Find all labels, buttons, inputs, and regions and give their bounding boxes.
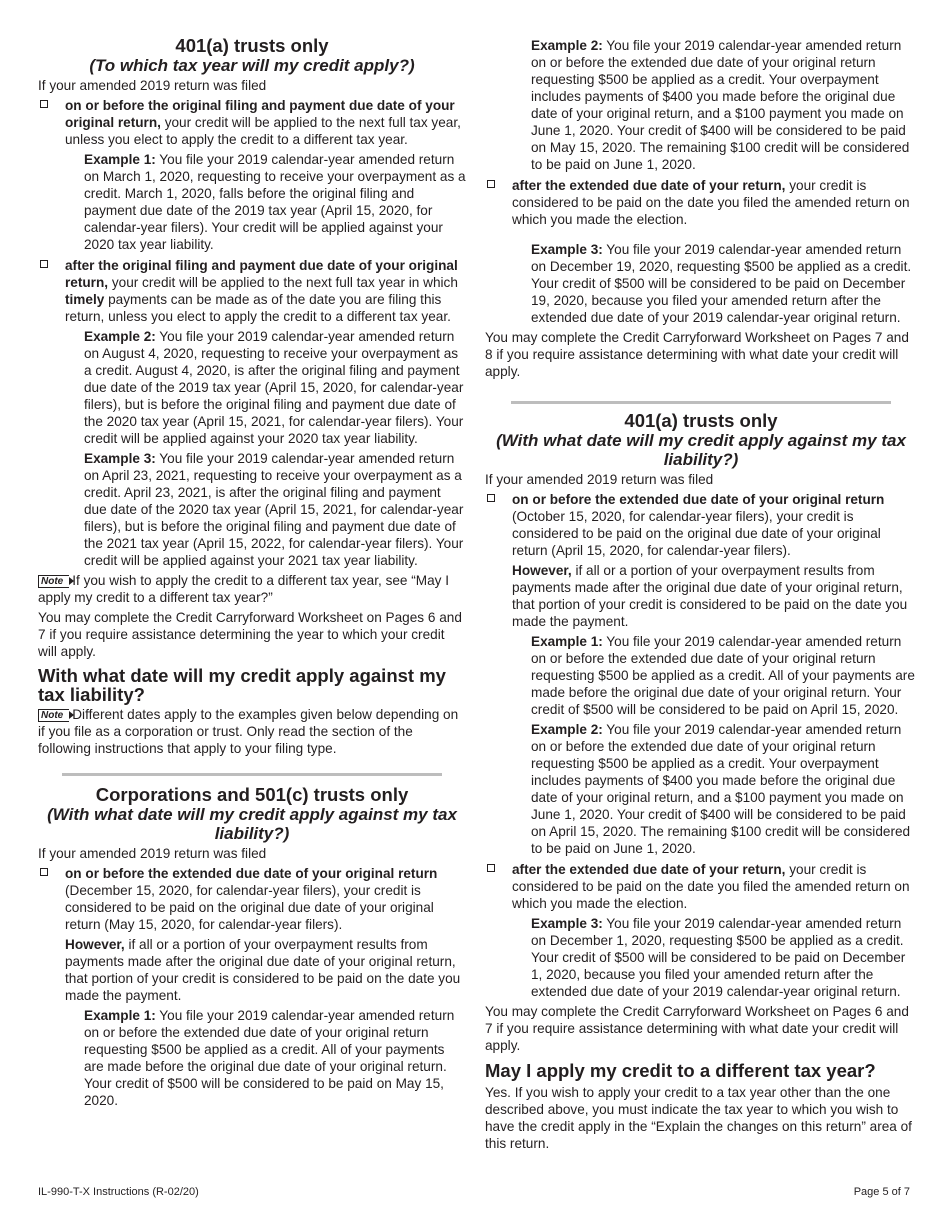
left-column bbox=[38, 0, 466, 1109]
example-text: You file your 2019 calendar-year amended return on December 19, 2020, requesting $500 be applied as a credit. Your credit of $500 will be considered to be paid on December 19, 2020, because you filed your amended return after the extended due date of your 2019 calendar-year original return. bbox=[531, 242, 912, 325]
checkbox-bullet-icon bbox=[487, 864, 495, 872]
footer-form-id: IL-990-T-X Instructions (R-02/20) bbox=[38, 1186, 199, 1198]
example-text: You file your 2019 calendar-year amended return on or before the extended due date of your original return requesting $500 be applied as a credit. All of your payments are made before the original due date of your original return. Your credit of $500 will be considered to be paid on April 15, 2020. bbox=[531, 634, 915, 717]
corp-example-3 bbox=[531, 241, 917, 326]
section-subtitle-corporations: (With what date will my credit apply against my tax liability?) bbox=[47, 805, 457, 843]
section-subtitle-401a-date: (With what date will my credit apply against my tax liability?) bbox=[496, 431, 906, 469]
example-label: Example 1: bbox=[531, 634, 603, 649]
however-paragraph bbox=[65, 936, 466, 1004]
however-label: However, bbox=[65, 937, 125, 952]
however-text: if all or a portion of your overpayment results from payments made after the original due date of your original return, that portion of your credit is considered to be paid on the date you made the payment. bbox=[512, 563, 908, 629]
example-text: You file your 2019 calendar-year amended return on or before the extended due date of your original return requesting $500 be applied as a credit. All of your payments are made before the original due date of your original return. Your credit of $500 will be considered to be paid on May 15, 2020. bbox=[84, 1008, 455, 1108]
example-1 bbox=[84, 151, 466, 253]
example-text: You file your 2019 calendar-year amended return on March 1, 2020, requesting to receive your overpayment as a credit. March 1, 2020, falls before the original filing and payment due date of the 2019 tax year (April 15, 2020, for calendar-year filers). Your credit will be applied against your 2020 tax year liability. bbox=[84, 152, 466, 252]
section-title-401a: 401(a) trusts only bbox=[175, 35, 329, 56]
intro-text: If your amended 2019 return was filed bbox=[38, 846, 267, 861]
trust-example-2 bbox=[531, 721, 917, 857]
worksheet-text: You may complete the Credit Carryforward Worksheet on Pages 6 and 7 if you require assistance determining the year to which your credit will apply. bbox=[38, 610, 462, 659]
note-icon: Note bbox=[38, 709, 69, 722]
bullet-text: (October 15, 2020, for calendar-year filers), your credit is considered to be paid on the original due date of your original return (April 15, 2020, for calendar-year filers). bbox=[512, 509, 881, 558]
checkbox-item-trust-before-extended bbox=[485, 491, 917, 559]
bullet-text: payments can be made as of the date you are filing this return, unless you elect to apply the credit to a different tax year. bbox=[65, 292, 451, 324]
bullet-heading: on or before the extended due date of your original return bbox=[65, 866, 438, 881]
footer-page-number: Page 5 of 7 bbox=[853, 1186, 910, 1198]
section-title-401a-date: 401(a) trusts only bbox=[624, 410, 778, 431]
example-label: Example 3: bbox=[531, 916, 603, 931]
worksheet-text: You may complete the Credit Carryforward Worksheet on Pages 6 and 7 if you require assistance determining with what date your credit will apply. bbox=[485, 1004, 909, 1053]
example-text: You file your 2019 calendar-year amended return on April 23, 2021, requesting to receive your overpayment as a credit. April 23, 2021, is after the original filing and payment due date of the 2020 tax year (April 15, 2021, for calendar-year filers), but is before the original filing and payment due date of the 2021 tax year (April 15, 2022, for calendar-year filers). Your credit will be applied against your 2021 tax year liability. bbox=[84, 451, 464, 568]
section-heading-different-year: May I apply my credit to a different tax year? bbox=[485, 1060, 876, 1081]
example-label: Example 2: bbox=[531, 722, 603, 737]
example-label: Example 2: bbox=[84, 329, 156, 344]
trust-example-1 bbox=[531, 633, 917, 718]
bullet-text: your credit is considered to be paid on the date you filed the amended return on which you made the election. bbox=[512, 178, 910, 227]
note-icon: Note bbox=[38, 575, 69, 588]
however-label: However, bbox=[512, 563, 572, 578]
note-different-year bbox=[38, 572, 466, 606]
bullet-heading: after the original filing and payment due date of your original return, bbox=[65, 258, 458, 290]
checkbox-item-trust-after-extended bbox=[485, 861, 917, 912]
note-text: If you wish to apply the credit to a different tax year, see “May I apply my credit to a different tax year?” bbox=[38, 573, 450, 605]
intro-text: If your amended 2019 return was filed bbox=[38, 78, 267, 93]
bullet-heading: after the extended due date of your return, bbox=[512, 862, 786, 877]
section-subtitle-401a: (To which tax year will my credit apply?) bbox=[89, 56, 415, 75]
however-paragraph bbox=[512, 562, 917, 630]
bullet-text: (December 15, 2020, for calendar-year filers), your credit is considered to be paid on the original due date of your original return (May 15, 2020, for calendar-year filers). bbox=[65, 883, 434, 932]
bullet-text: your credit will be applied to the next full tax year in which bbox=[108, 275, 458, 290]
checkbox-bullet-icon bbox=[40, 260, 48, 268]
checkbox-bullet-icon bbox=[40, 868, 48, 876]
bullet-heading: after the extended due date of your return, bbox=[512, 178, 786, 193]
note-different-dates bbox=[38, 706, 466, 757]
example-label: Example 3: bbox=[531, 242, 603, 257]
section-heading-date: With what date will my credit apply against my tax liability? bbox=[38, 665, 446, 705]
worksheet-text: You may complete the Credit Carryforward Worksheet on Pages 7 and 8 if you require assistance determining with what date your credit will apply. bbox=[485, 330, 909, 379]
bullet-heading: on or before the original filing and payment due date of your original return, bbox=[65, 98, 455, 130]
bullet-heading: on or before the extended due date of your original return bbox=[512, 492, 885, 507]
example-text: You file your 2019 calendar-year amended return on or before the extended due date of your original return requesting $500 be applied as a credit. Your overpayment includes payments of $400 you made before the original due date of your original return, and a $100 payment you made on June 1, 2020. Your credit of $400 will be considered to be paid on April 15, 2020. The remaining $100 credit will be considered to be paid on June 1, 2020. bbox=[531, 722, 911, 856]
different-year-text: Yes. If you wish to apply your credit to a tax year other than the one described above, you must indicate the tax year to which you wish to have the credit apply in the “Explain the changes on this return” area of this return. bbox=[485, 1085, 912, 1151]
example-text: You file your 2019 calendar-year amended return on December 1, 2020, requesting $500 be applied as a credit. Your credit of $500 will be considered to be paid on December 1, 2020, because you filed your amended return after the extended due date of your 2019 calendar-year original return. bbox=[531, 916, 906, 999]
right-column bbox=[485, 0, 917, 1152]
checkbox-item-before-due-date bbox=[38, 97, 466, 148]
checkbox-bullet-icon bbox=[40, 100, 48, 108]
section-divider bbox=[62, 773, 442, 776]
section-title-corporations: Corporations and 501(c) trusts only bbox=[95, 784, 409, 805]
example-label: Example 1: bbox=[84, 1008, 156, 1023]
checkbox-item-after-extended bbox=[485, 177, 917, 228]
example-3 bbox=[84, 450, 466, 569]
example-label: Example 2: bbox=[531, 38, 603, 53]
example-label: Example 1: bbox=[84, 152, 156, 167]
note-text: Different dates apply to the examples given below depending on if you file as a corporation or trust. Only read the section of the following instructions that apply to your filing type. bbox=[38, 707, 459, 756]
intro-text: If your amended 2019 return was filed bbox=[485, 472, 714, 487]
example-2 bbox=[84, 328, 466, 447]
example-label: Example 3: bbox=[84, 451, 156, 466]
bullet-emphasis: timely bbox=[65, 292, 105, 307]
checkbox-item-before-extended bbox=[38, 865, 466, 933]
trust-example-3 bbox=[531, 915, 917, 1000]
checkbox-item-after-due-date bbox=[38, 257, 466, 325]
checkbox-bullet-icon bbox=[487, 494, 495, 502]
bullet-text: your credit is considered to be paid on the date you filed the amended return on which you made the election. bbox=[512, 862, 910, 911]
checkbox-bullet-icon bbox=[487, 180, 495, 188]
corp-example-1 bbox=[84, 1007, 466, 1109]
bullet-text: your credit will be applied to the next full tax year, unless you elect to apply the credit to a different tax year. bbox=[65, 115, 461, 147]
example-text: You file your 2019 calendar-year amended return on August 4, 2020, requesting to receive your overpayment as a credit. August 4, 2020, is after the original filing and payment due date of the 2019 tax year (April 15, 2020, for calendar-year filers), but is before the original filing and payment due date of the 2020 tax year (April 15, 2021, for calendar-year filers). Your credit will be applied against your 2020 tax year liability. bbox=[84, 329, 464, 446]
however-text: if all or a portion of your overpayment results from payments made after the original due date of your original return, that portion of your credit is considered to be paid on the date you made the payment. bbox=[65, 937, 461, 1003]
section-divider bbox=[511, 401, 891, 404]
corp-example-2 bbox=[531, 37, 917, 173]
example-text: You file your 2019 calendar-year amended return on or before the extended due date of your original return requesting $500 be applied as a credit. Your overpayment includes payments of $400 you made before the original due date of your original return, and a $100 payment you made on June 1, 2020. Your credit of $400 will be considered to be paid on May 15, 2020. The remaining $100 credit will be considered to be paid on June 1, 2020. bbox=[531, 38, 910, 172]
